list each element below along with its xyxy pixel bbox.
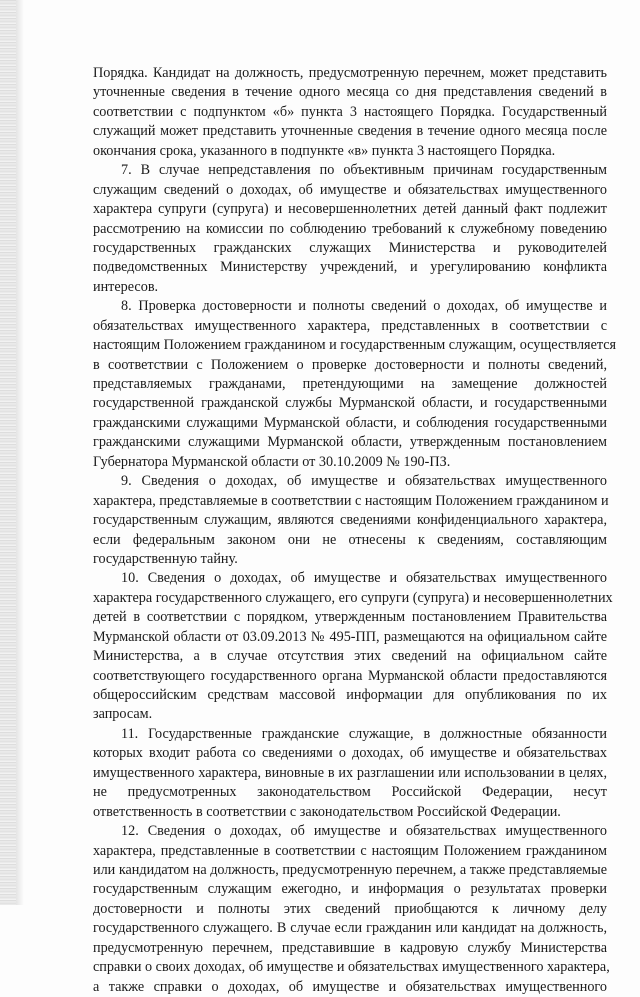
text-line: государственного служащего. В случае если гражданин или кандидат на должность, — [93, 920, 607, 937]
text-line: гражданскими служащими Мурманской области, утвержденным постановлением — [93, 434, 607, 451]
text-line: характера, представленные в соответствии с настоящим Положением гражданином — [93, 842, 607, 859]
text-line: представляемых гражданами, претендующими на замещение должностей — [93, 376, 607, 392]
text-line: а также справки о доходах, об имуществе и обязательствах имущественного — [93, 978, 607, 995]
text-line: государственным служащим ежегодно, и информация о результатах проверки — [93, 881, 607, 898]
text-line: 7. В случае непредставления по объективным причинам государственным — [121, 162, 607, 179]
text-line: подведомственных Министерству учреждений, и урегулированию конфликта — [93, 259, 607, 276]
text-line: общероссийским средствам массовой информации для опубликования по их — [93, 687, 607, 703]
text-line: государственной гражданской службы Мурманской области, и государственными — [93, 395, 607, 412]
text-line: окончания срока, указанного в подпункте «в» пункта 3 настоящего Порядка. — [93, 142, 556, 159]
text-line: Губернатора Мурманской области от 30.10.2009 № 190-ПЗ. — [93, 453, 451, 470]
text-line: характера, представляемые в соответствии с настоящим Положением гражданином и — [93, 492, 609, 509]
text-line: 10. Сведения о доходах, об имуществе и обязательствах имущественного — [121, 570, 607, 587]
text-line: государственным служащим, являются сведениями конфиденциального характера, — [93, 512, 607, 529]
text-line: детей в соответствии с порядком, утвержденным постановлением Правительства — [93, 609, 607, 626]
text-line: государственных гражданских служащих Министерства и руководителей — [93, 239, 607, 256]
text-line: 12. Сведения о доходах, об имуществе и обязательствах имущественного — [121, 823, 607, 840]
text-line: если федеральным законом они не отнесены к сведениям, составляющим — [93, 531, 607, 548]
text-line: характера супруги (супруга) и несовершеннолетних детей данный факт подлежит — [93, 201, 607, 218]
text-line: справки о своих доходах, об имуществе и обязательствах имущественного характера, — [93, 959, 610, 976]
text-line: в соответствии с Положением о проверке достоверности и полноты сведений, — [93, 356, 607, 373]
text-line: характера государственного служащего, его супруги (супруга) и несовершеннолетних — [93, 589, 613, 606]
text-line: предусмотренную перечнем, представившие в кадровую службу Министерства — [93, 939, 607, 956]
text-line: Министерства, а в случае отсутствия этих сведений на официальном сайте — [93, 648, 607, 665]
text-line: 11. Государственные гражданские служащие, в должностные обязанности — [121, 725, 607, 742]
text-line: настоящим Положением гражданином и государственным служащим, осуществляется — [93, 337, 617, 354]
text-line: 9. Сведения о доходах, об имуществе и обязательствах имущественного — [121, 473, 607, 490]
text-line: интересов. — [93, 278, 159, 295]
text-line: 8. Проверка достоверности и полноты сведений о доходах, об имуществе и — [121, 298, 607, 315]
document-page — [93, 64, 617, 997]
text-line: рассмотрению на комиссии по соблюдению требований к служебному поведению — [93, 220, 607, 237]
text-line: служащий может представить уточненные сведения в течение одного месяца после — [93, 123, 607, 140]
text-line: государственную тайну. — [93, 550, 238, 567]
text-line: обязательствах имущественного характера, представленных в соответствии с — [93, 317, 607, 334]
text-line: уточненные сведения в течение одного месяца со дня представления сведений в — [93, 84, 607, 101]
text-line: достоверности и полноты этих сведений приобщаются к личному делу — [93, 900, 607, 917]
text-line: имущественного характера, виновные в их разглашении или использовании в целях, — [93, 764, 607, 781]
text-line: соответствующего государственного органа Мурманской области предоставляются — [93, 667, 607, 684]
text-line: которых входит работа со сведениями о доходах, об имуществе и обязательствах — [93, 745, 607, 762]
text-line: ответственность в соответствии с законодательством Российской Федерации. — [93, 803, 561, 820]
scan-edge — [0, 0, 16, 905]
text-line: Мурманской области от 03.09.2013 № 495-ПП, размещаются на официальном сайте — [93, 628, 607, 645]
text-line: гражданскими служащими Мурманской области, и соблюдения государственными — [93, 414, 607, 431]
text-line: или кандидатом на должность, предусмотренную перечнем, а также представляемые — [93, 861, 607, 878]
text-line: не предусмотренных законодательством Российской Федерации, несут — [93, 784, 607, 801]
text-line: соответствии с подпунктом «б» пункта 3 настоящего Порядка. Государственный — [93, 103, 607, 120]
text-line: запросам. — [93, 706, 153, 723]
scan-edge-shadow — [16, 0, 24, 905]
text-line: Порядка. Кандидат на должность, предусмотренную перечнем, может представить — [93, 65, 607, 81]
text-line: служащим сведений о доходах, об имуществе и обязательствах имущественного — [93, 181, 607, 198]
